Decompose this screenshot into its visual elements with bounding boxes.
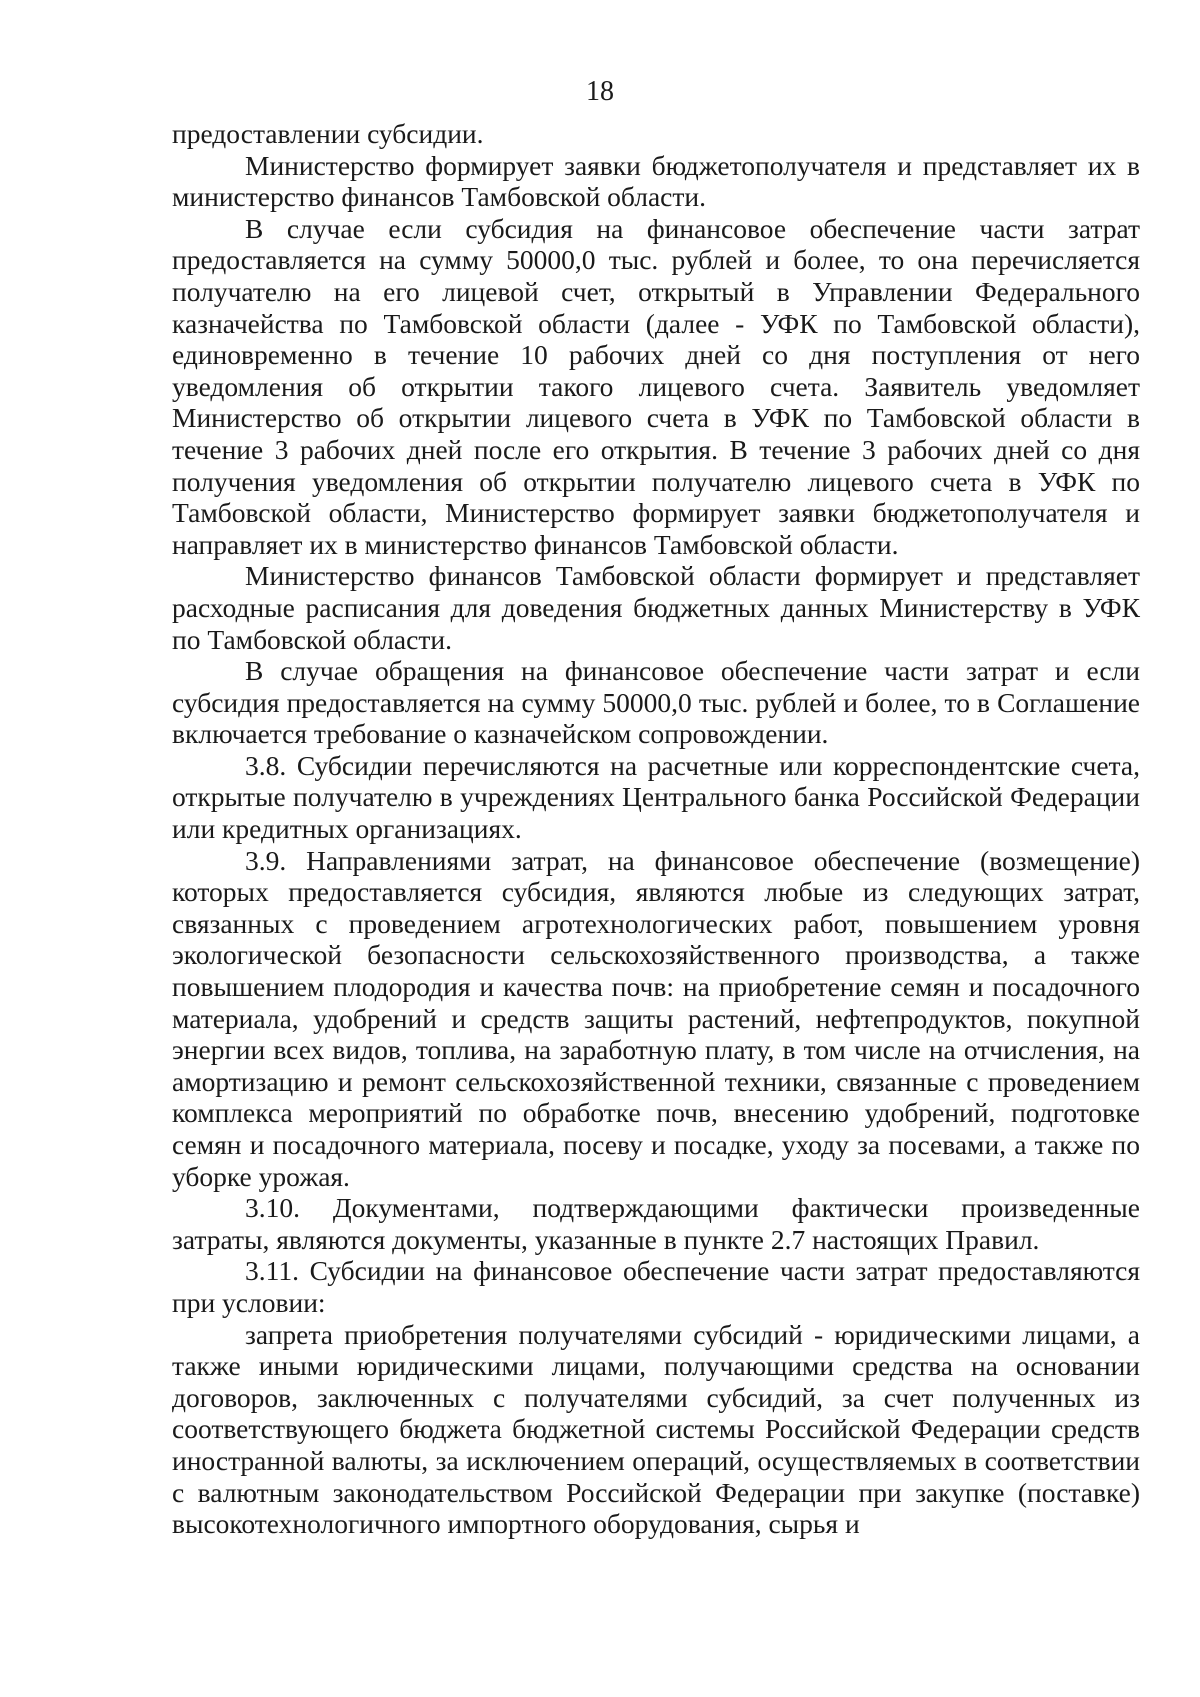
paragraph: В случае если субсидия на финансовое обеспечение части затрат предоставляется на сумму 50000,0 тыс. рублей и более, то она перечисляется получателю на его лицевой счет, открытый в Управлении Федерального казначейства по Тамбовской области (далее - УФК по Тамбовской области), единовременно в течение 10 рабочих дней со дня поступления от него уведомления об открытии такого лицевого счета. Заявитель уведомляет Министерство об открытии лицевого счета в УФК по Тамбовской области в течение 3 рабочих дней после его открытия. В течение 3 рабочих дней со дня получения уведомления об открытии получателю лицевого счета в УФК по Тамбовской области, Министерство формирует заявки бюджетополучателя и направляет их в министерство финансов Тамбовской области. <box>172 212 1140 560</box>
paragraph: Министерство формирует заявки бюджетополучателя и представляет их в министерство финансов Тамбовской области. <box>172 149 1140 213</box>
paragraph-section-3-11: 3.11. Субсидии на финансовое обеспечение части затрат предоставляются при условии: <box>172 1255 1140 1318</box>
paragraph-section-3-8: 3.8. Субсидии перечисляются на расчетные или корреспондентские счета, открытые получателю в учреждениях Центрального банка Российской Федерации или кредитных организациях. <box>172 749 1140 845</box>
document-body <box>172 118 1140 1540</box>
paragraph-continuation: предоставлении субсидии. <box>172 118 484 149</box>
paragraph: В случае обращения на финансовое обеспечение части затрат и если субсидия предоставляется на сумму 50000,0 тыс. рублей и более, то в Соглашение включается требование о казначейском сопровождении. <box>172 655 1140 750</box>
paragraph: запрета приобретения получателями субсидий - юридическими лицами, а также иными юридическими лицами, получающими средства на основании договоров, заключенных с получателями субсидий, за счет полученных из соответствующего бюджета бюджетной системы Российской Федерации средств иностранной валюты, за исключением операций, осуществляемых в соответствии с валютным законодательством Российской Федерации при закупке (поставке) высокотехнологичного импортного оборудования, сырья и <box>172 1318 1140 1540</box>
paragraph-section-3-9: 3.9. Направлениями затрат, на финансовое обеспечение (возмещение) которых предоставляется субсидия, являются любые из следующих затрат, связанных с проведением агротехнологических работ, повышением уровня экологической безопасности сельскохозяйственного производства, а также повышением плодородия и качества почв: на приобретение семян и посадочного материала, удобрений и средств защиты растений, нефтепродуктов, покупной энергии всех видов, топлива, на заработную плату, в том числе на отчисления, на амортизацию и ремонт сельскохозяйственной техники, связанные с проведением комплекса мероприятий по обработке почв, внесению удобрений, подготовке семян и посадочного материала, посеву и посадке, уходу за посевами, а также по уборке урожая. <box>172 844 1140 1192</box>
paragraph-section-3-10: 3.10. Документами, подтверждающими фактически произведенные затраты, являются документы, указанные в пункте 2.7 настоящих Правил. <box>172 1192 1140 1255</box>
paragraph: Министерство финансов Тамбовской области формирует и представляет расходные расписания для доведения бюджетных данных Министерству в УФК по Тамбовской области. <box>172 560 1140 655</box>
page-number: 18 <box>586 76 614 107</box>
